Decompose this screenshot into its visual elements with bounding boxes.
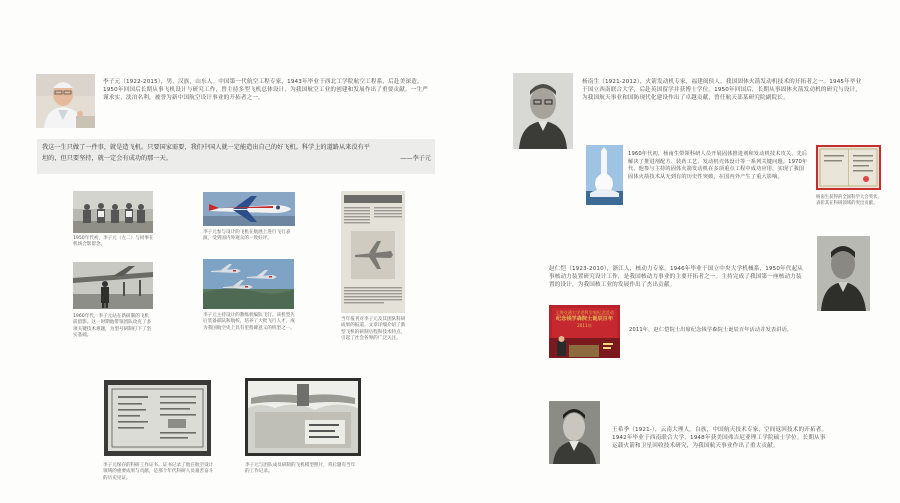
gallery-photo-formation bbox=[203, 259, 294, 309]
portrait-young-man bbox=[549, 401, 600, 464]
portrait-mid-text: 赵仁恺（1923-2010），浙江人，核动力专家。1946年毕业于国立中央大学机械系，1950年代起从事核动力装置研究设计工作，是我国核动力事业的主要开拓者之一。主持完成了我国第一座核动力装置的设计，为我国核工业的发展作出了杰出贡献。 bbox=[549, 266, 803, 289]
gallery-caption-1: 1950年代初，李子元（左二）与同事在机场合影留念。 bbox=[73, 236, 154, 248]
gallery-photo-aircraft-color bbox=[203, 192, 295, 226]
photo-banner-event bbox=[549, 305, 620, 358]
banner-sign-line3: 2011年 bbox=[577, 322, 592, 328]
photo-rocket-launch bbox=[586, 145, 623, 205]
portrait-bottom-text: 王希季（1921-），云南大理人。白族，中国航天技术专家，空间返回技术的开拓者。1942年毕业于西南联合大学，1948年获美国弗吉尼亚理工学院硕士学位。长期从事运载火箭和卫星回收技术研究，为我国航天事业作出了重大贡献。 bbox=[612, 427, 828, 450]
banner-sign-line2: 纪念钱学森院士诞辰百年 bbox=[555, 315, 614, 322]
photo-certificate bbox=[816, 145, 881, 190]
gallery-photo-model bbox=[245, 378, 361, 456]
portrait-nuclear-engineer bbox=[817, 236, 870, 311]
portrait-elderly-engineer bbox=[36, 74, 95, 128]
bio-top-right: 杨南生（1921-2012），火箭发动机专家，福建闽侯人。我国固体火箭发动机技术的开拓者之一。1945年毕业于国立西南联合大学，后赴英国留学并获博士学位。1950年回国后，长期从事固体火箭发动机的研究与设计，为我国航天事业和国防现代化建设作出了卓越贡献，曾任航天部某研究院副院长。 bbox=[582, 79, 862, 102]
quote-text: 我这一生只做了一件事，就是造飞机。只要国家需要，我们中国人就一定能造出自己的好飞机。科学上的道路从来没有平坦的，但只要坚持，就一定会有成功的那一天。 bbox=[42, 144, 370, 162]
bio-top-left: 李子元（1922-2015），男，汉族，山东人。中国第一代航空工程专家，1943年毕业于西北工学院航空工程系，后赴美深造。1950年回国后长期从事飞机设计与研究工作，曾主持多型飞机总体设计，为我国航空工业的创建和发展作出了重要贡献。一生严谨求实，淡泊名利，被誉为新中国航空设计事业的开拓者之一。 bbox=[103, 79, 428, 102]
gallery-photo-certificate-doc bbox=[104, 380, 211, 456]
gallery-photo-group bbox=[73, 191, 153, 233]
gallery-caption-6: 李子元保存的科研工作证书。证书记录了他在航空设计领域的重要成果与贡献，是那个年代科研人员艰苦奋斗的历史见证。 bbox=[103, 463, 214, 481]
gallery-photo-man-airplane bbox=[73, 262, 153, 309]
gallery-caption-5: 当年报刊对李子元及其团队科研成果的报道。文章详细介绍了新型飞机的研制历程和技术特点，引起了社会各界的广泛关注。 bbox=[341, 317, 406, 342]
portrait-rocket-engineer bbox=[513, 73, 573, 149]
gallery-caption-2: 李子元参与设计的飞机在航展上进行飞行表演，受到国内外观众的一致好评。 bbox=[203, 230, 291, 242]
quote-box bbox=[37, 139, 435, 174]
gallery-caption-4: 李子元主持设计的教练机编队飞行。该机型先后装备部队和航校，培养了大批飞行人才，成为我国航空史上具有里程碑意义的机型之一。 bbox=[203, 313, 295, 331]
gallery-photo-newspaper bbox=[341, 191, 405, 313]
gallery-caption-7: 李子元与团队成员研制的飞机模型照片，背后题有当年的工作记录。 bbox=[245, 463, 356, 475]
certificate-caption: 杨南生获得的全国科学大会奖状，表彰其在科研领域的突出贡献。 bbox=[816, 195, 882, 206]
launch-text: 1960年代初，杨南生带领科研人员开展固体推进剂和发动机技术攻关，先后解决了推进剂配方、装药工艺、发动机壳体设计等一系列关键问题。1970年代，他参与主持的固体火箭发动机在多项重点工程中成功应用，实现了我国固体火箭技术从无到有的历史性突破，在国内外产生了重大影响。 bbox=[628, 151, 808, 180]
gallery-caption-3: 1960年代，李子元站在新研制的飞机前留影。这一时期他带领团队攻克了多项关键技术难题，为型号研制打下了坚实基础。 bbox=[73, 314, 152, 339]
quote-author: ——李子元 bbox=[400, 155, 431, 162]
banner-text: 2011年，赵仁恺院士出席纪念钱学森院士诞辰百年活动并发表讲话。 bbox=[629, 327, 793, 333]
banner-sign-line1: 上海交通大学老科学家纪念活动 bbox=[555, 310, 614, 315]
